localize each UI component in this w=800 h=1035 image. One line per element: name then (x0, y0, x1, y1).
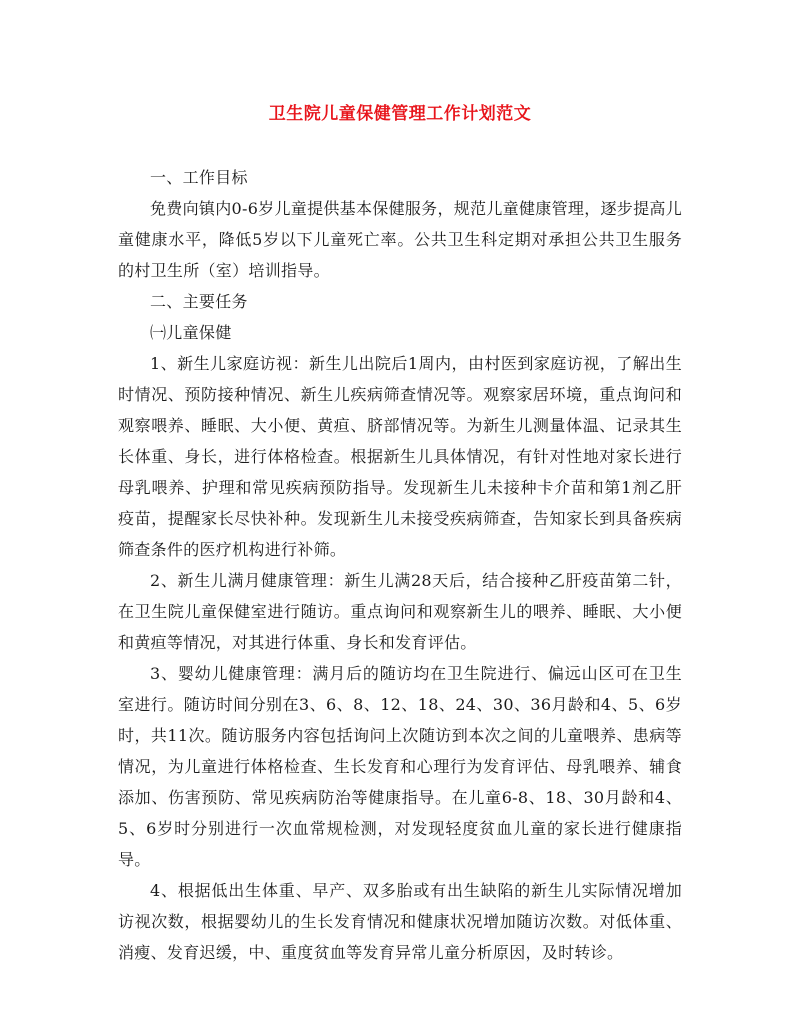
list-item-newborn-monthly: 2、新生儿满月健康管理：新生儿满28天后，结合接种乙肝疫苗第二针，在卫生院儿童保健室进行随访。重点询问和观察新生儿的喂养、睡眠、大小便和黄疸等情况，对其进行体重、身长和发育评估。 (118, 571, 682, 652)
section-heading-tasks: 二、主要任务 (150, 292, 248, 311)
list-item-newborn-home-visit: 1、新生儿家庭访视：新生儿出院后1周内，由村医到家庭访视，了解出生时情况、预防接种情况、新生儿疾病筛查情况等。观察家居环境，重点询问和观察喂养、睡眠、大小便、黄疸、脐部情况等。为新生儿测量体温、记录其生长体重、身长，进行体格检查。根据新生儿具体情况，有针对性地对家长进行母乳喂养、护理和常见疾病预防指导。发现新生儿未接种卡介苗和第1剂乙肝疫苗，提醒家长尽快补种。发现新生儿未接受疾病筛查，告知家长到具备疾病筛查条件的医疗机构进行补筛。 (118, 354, 682, 559)
document-body (118, 162, 682, 968)
list-item-infant-health: 3、婴幼儿健康管理：满月后的随访均在卫生院进行、偏远山区可在卫生室进行。随访时间分别在3、6、8、12、18、24、30、36月龄和4、5、6岁时，共11次。随访服务内容包括询问上次随访到本次之间的儿童喂养、患病等情况，为儿童进行体格检查、生长发育和心理行为发育评估、母乳喂养、辅食添加、伤害预防、常见疾病防治等健康指导。在儿童6-8、18、30月龄和4、5、6岁时分别进行一次血常规检测，对发现轻度贫血儿童的家长进行健康指导。 (118, 664, 682, 869)
list-item-extra-visits: 4、根据低出生体重、早产、双多胎或有出生缺陷的新生儿实际情况增加访视次数，根据婴幼儿的生长发育情况和健康状况增加随访次数。对低体重、消瘦、发育迟缓，中、重度贫血等发育异常儿童分析原因，及时转诊。 (118, 881, 682, 962)
paragraph-goals: 免费向镇内0-6岁儿童提供基本保健服务，规范儿童健康管理，逐步提高儿童健康水平，降低5岁以下儿童死亡率。公共卫生科定期对承担公共卫生服务的村卫生所（室）培训指导。 (118, 199, 682, 280)
section-heading-goals: 一、工作目标 (150, 168, 248, 187)
document-title: 卫生院儿童保健管理工作计划范文 (268, 104, 532, 124)
subsection-heading-child-care: ㈠儿童保健 (150, 323, 232, 342)
